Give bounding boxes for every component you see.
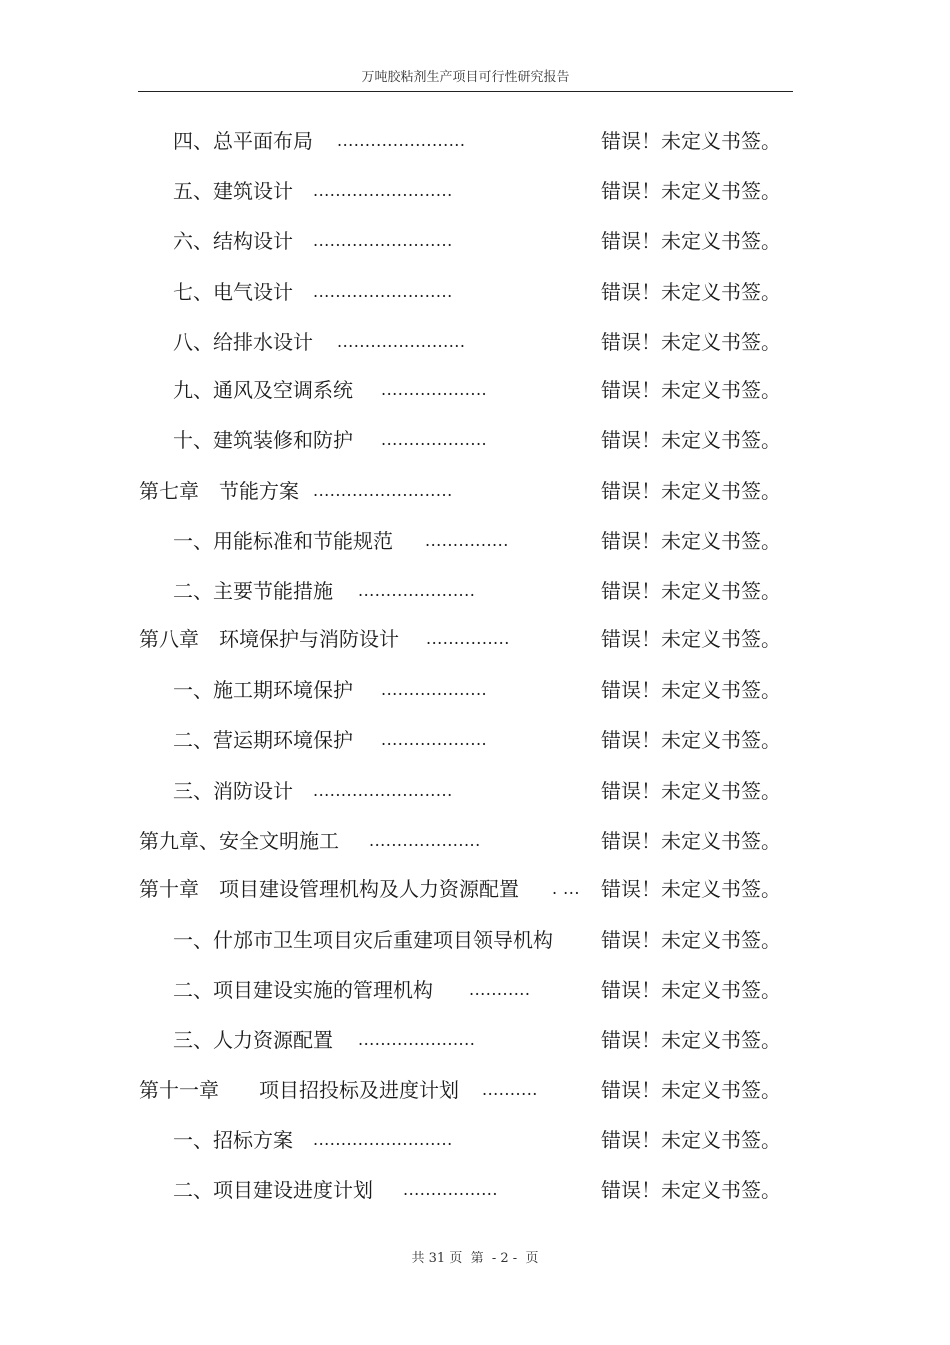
toc-entry-page-ref: 错误！未定义书签。 xyxy=(601,378,781,402)
toc-entry[interactable] xyxy=(0,975,950,1005)
toc-entry-page-ref: 错误！未定义书签。 xyxy=(601,330,781,354)
toc-entry-title: 第九章、安全文明施工 xyxy=(139,829,339,853)
toc-entry-title: 第八章 环境保护与消防设计 xyxy=(139,627,399,651)
toc-entry-page-ref: 错误！未定义书签。 xyxy=(601,678,781,702)
toc-entry-leader: .......... xyxy=(482,1080,538,1099)
toc-entry-page-ref: 错误！未定义书签。 xyxy=(601,1028,781,1052)
header-divider xyxy=(138,91,793,92)
toc-entry-page-ref: 错误！未定义书签。 xyxy=(601,627,781,651)
toc-entry-page-ref: 错误！未定义书签。 xyxy=(601,229,781,253)
toc-entry[interactable] xyxy=(0,1025,950,1055)
toc-entry-page-ref: 错误！未定义书签。 xyxy=(601,877,781,901)
toc-chapter-entry[interactable] xyxy=(0,476,950,506)
toc-entry[interactable] xyxy=(0,925,950,955)
toc-entry-title: 一、施工期环境保护 xyxy=(173,678,353,702)
toc-entry[interactable] xyxy=(0,226,950,256)
toc-entry[interactable] xyxy=(0,725,950,755)
toc-entry-page-ref: 错误！未定义书签。 xyxy=(601,1078,781,1102)
toc-entry[interactable] xyxy=(0,277,950,307)
toc-chapter-entry[interactable] xyxy=(0,624,950,654)
toc-entry-title: 七、电气设计 xyxy=(173,280,293,304)
toc-entry-page-ref: 错误！未定义书签。 xyxy=(601,579,781,603)
toc-entry-leader: ......................... xyxy=(313,481,453,500)
toc-entry-leader: ............... xyxy=(425,531,509,550)
toc-entry-page-ref: 错误！未定义书签。 xyxy=(601,1128,781,1152)
toc-entry-title: 一、招标方案 xyxy=(173,1128,293,1152)
toc-entry-leader: ................... xyxy=(381,430,488,449)
toc-entry-leader: ................... xyxy=(381,380,488,399)
toc-entry-title: 四、总平面布局 xyxy=(173,129,313,153)
toc-entry-leader: ................. xyxy=(403,1180,498,1199)
toc-entry-leader: . ... xyxy=(552,879,580,898)
toc-entry-title: 二、主要节能措施 xyxy=(173,579,333,603)
toc-entry-page-ref: 错误！未定义书签。 xyxy=(601,428,781,452)
toc-entry[interactable] xyxy=(0,425,950,455)
toc-entry-page-ref: 错误！未定义书签。 xyxy=(601,779,781,803)
toc-entry-page-ref: 错误！未定义书签。 xyxy=(601,529,781,553)
toc-entry-page-ref: 错误！未定义书签。 xyxy=(601,978,781,1002)
toc-entry-title: 三、消防设计 xyxy=(173,779,293,803)
toc-chapter-entry[interactable] xyxy=(0,1075,950,1105)
toc-entry-title: 八、给排水设计 xyxy=(173,330,313,354)
toc-entry-page-ref: 错误！未定义书签。 xyxy=(601,829,781,853)
toc-entry-leader: ..................... xyxy=(358,1030,476,1049)
toc-entry-page-ref: 错误！未定义书签。 xyxy=(601,479,781,503)
page-number-footer: 共 31 页 第 - 2 - 页 xyxy=(411,1251,539,1266)
toc-entry-title: 第十一章 项目招投标及进度计划 xyxy=(139,1078,459,1102)
toc-entry-leader: ................... xyxy=(381,680,488,699)
toc-entry-leader: ................... xyxy=(381,730,488,749)
toc-entry-title: 六、结构设计 xyxy=(173,229,293,253)
toc-chapter-entry[interactable] xyxy=(0,874,950,904)
toc-entry-leader: ......................... xyxy=(313,181,453,200)
toc-entry-leader: ......................... xyxy=(313,231,453,250)
toc-chapter-entry[interactable] xyxy=(0,826,950,856)
toc-entry-leader: ....................... xyxy=(337,332,466,351)
toc-entry-page-ref: 错误！未定义书签。 xyxy=(601,179,781,203)
toc-entry[interactable] xyxy=(0,176,950,206)
toc-entry-title: 第十章 项目建设管理机构及人力资源配置 xyxy=(139,877,519,901)
toc-entry-title: 第七章 节能方案 xyxy=(139,479,299,503)
toc-entry-title: 二、项目建设进度计划 xyxy=(173,1178,373,1202)
toc-entry[interactable] xyxy=(0,675,950,705)
toc-entry-title: 三、人力资源配置 xyxy=(173,1028,333,1052)
toc-entry-leader: ....................... xyxy=(337,131,466,150)
toc-entry-title: 五、建筑设计 xyxy=(173,179,293,203)
toc-entry-title: 一、用能标准和节能规范 xyxy=(173,529,393,553)
toc-entry-title: 二、项目建设实施的管理机构 xyxy=(173,978,433,1002)
toc-entry[interactable] xyxy=(0,327,950,357)
toc-entry[interactable] xyxy=(0,526,950,556)
toc-entry[interactable] xyxy=(0,126,950,156)
toc-entry[interactable] xyxy=(0,576,950,606)
toc-entry-page-ref: 错误！未定义书签。 xyxy=(601,280,781,304)
toc-entry-page-ref: 错误！未定义书签。 xyxy=(601,728,781,752)
toc-entry-leader: ......................... xyxy=(313,1130,453,1149)
toc-entry[interactable] xyxy=(0,776,950,806)
toc-entry[interactable] xyxy=(0,1125,950,1155)
toc-entry-leader: ......................... xyxy=(313,282,453,301)
toc-entry-title: 二、营运期环境保护 xyxy=(173,728,353,752)
toc-entry-leader: ......................... xyxy=(313,781,453,800)
toc-entry-leader: .................... xyxy=(369,831,481,850)
toc-entry[interactable] xyxy=(0,1175,950,1205)
toc-entry-title: 九、通风及空调系统 xyxy=(173,378,353,402)
toc-entry-title: 十、建筑装修和防护 xyxy=(173,428,353,452)
toc-entry[interactable] xyxy=(0,375,950,405)
page-header: 万吨胶粘剂生产项目可行性研究报告 xyxy=(361,70,570,85)
toc-entry-leader: ............... xyxy=(426,629,510,648)
toc-entry-title: 一、什邡市卫生项目灾后重建项目领导机构 xyxy=(173,928,553,952)
toc-entry-page-ref: 错误！未定义书签。 xyxy=(601,129,781,153)
toc-entry-leader: ..................... xyxy=(358,581,476,600)
toc-entry-page-ref: 错误！未定义书签。 xyxy=(601,928,781,952)
toc-entry-page-ref: 错误！未定义书签。 xyxy=(601,1178,781,1202)
toc-entry-leader: ........... xyxy=(469,980,531,999)
